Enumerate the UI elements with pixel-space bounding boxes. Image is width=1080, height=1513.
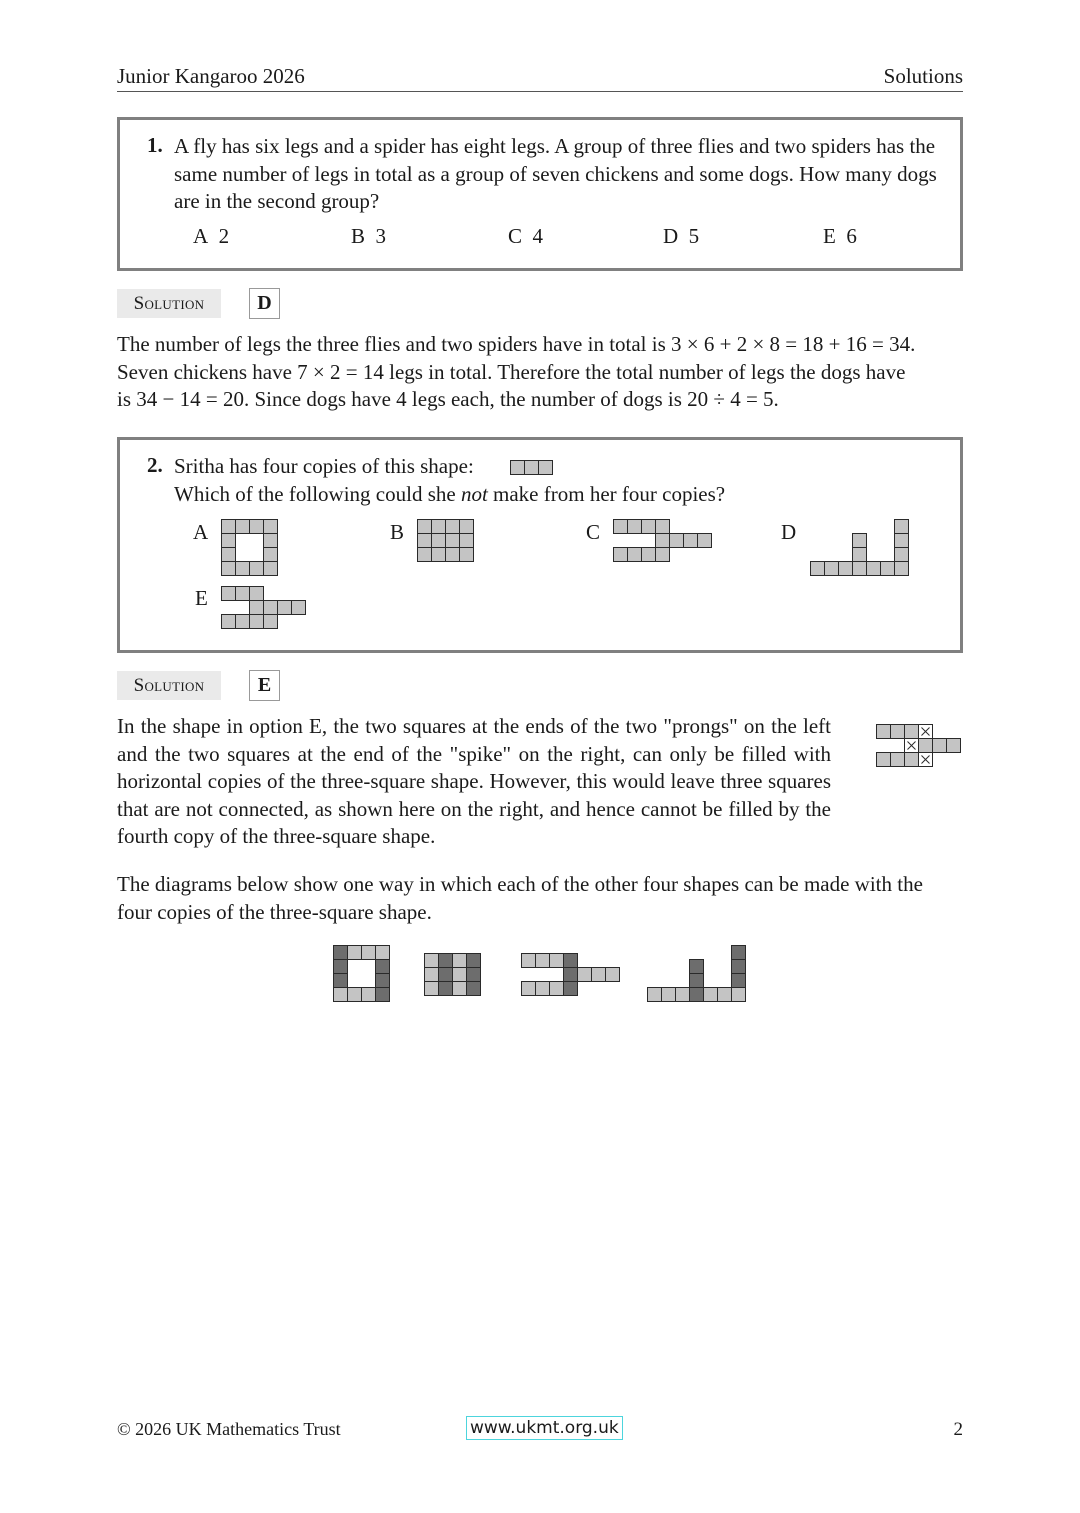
- q2-option-e-label: E: [195, 586, 208, 610]
- solution-2-label: Solution: [117, 671, 221, 700]
- solution-2-answer: E: [249, 670, 280, 701]
- q2-option-a-shape: [221, 519, 281, 579]
- question-2-number: 2.: [147, 453, 163, 477]
- q2-option-b-shape: [417, 519, 477, 565]
- q2-option-c-label: C: [586, 520, 601, 544]
- q1-option-c: C 4: [508, 224, 544, 248]
- header-title: Junior Kangaroo 2026: [117, 64, 305, 88]
- question-1-text: A fly has six legs and a spider has eight legs. A group of three flies and two spiders has the same number of legs in total as a group of seven chickens and some dogs. How many dogs are in the second group?: [174, 134, 937, 213]
- question-1-number: 1.: [147, 133, 163, 157]
- solution-1-text: The number of legs the three flies and two spiders have in total is 3 × 6 + 2 × 8 = 18 + 16 = 34. Seven chickens have 7 × 2 = 14 legs in total. Therefore the total number of legs the dogs have is 34 − 14 = 20. Since dogs have 4 legs each, the number of dogs is 20 ÷ 4 = 5.: [117, 332, 916, 411]
- tiling-diagram-d: [647, 945, 749, 1005]
- question-2-box: [117, 437, 963, 653]
- q2-option-c-shape: [613, 519, 715, 565]
- header-rule: [117, 91, 963, 92]
- q1-option-a: A 2: [193, 224, 230, 248]
- q1-option-d: D 5: [663, 224, 700, 248]
- q2-option-d-label: D: [781, 520, 797, 544]
- footer-page-number: 2: [953, 1419, 963, 1440]
- question-1-box: [117, 117, 963, 271]
- q2-option-b-label: B: [390, 520, 405, 544]
- q2-option-d-shape: [810, 519, 912, 579]
- solution-2-paragraph-2: The diagrams below show one way in which each of the other four shapes can be made with the four copies of the three-square shape.: [117, 872, 923, 924]
- solution-1-label: Solution: [117, 289, 221, 318]
- header-section: Solutions: [883, 64, 963, 88]
- q1-option-e: E 6: [823, 224, 857, 248]
- footer-website-link[interactable]: www.ukmt.org.uk: [466, 1416, 623, 1440]
- footer-copyright: © 2026 UK Mathematics Trust: [117, 1419, 341, 1439]
- option-e-crossed-diagram: [876, 724, 964, 770]
- q2-option-e-shape: [221, 586, 309, 632]
- q1-option-b: B 3: [351, 224, 387, 248]
- solution-1-answer: D: [249, 288, 280, 319]
- question-2-text: Sritha has four copies of this shape: Which of the following could she not make from her four copies?: [174, 454, 726, 506]
- tiling-diagram-b: [424, 953, 484, 999]
- solution-2-paragraph-1: In the shape in option E, the two squares at the ends of the two "prongs" on the left and the two squares at the end of the "spike" on the right, can only be filled with horizontal copies of the three-square shape. However, this would leave three squares that are not connected, as shown here on the right, and hence cannot be filled by the fourth copy of the three-square shape.: [117, 714, 831, 848]
- tiling-diagram-a: [333, 945, 393, 1005]
- q2-option-a-label: A: [193, 520, 209, 544]
- tiling-diagram-c: [521, 953, 623, 999]
- tromino-shape-icon: [510, 460, 554, 476]
